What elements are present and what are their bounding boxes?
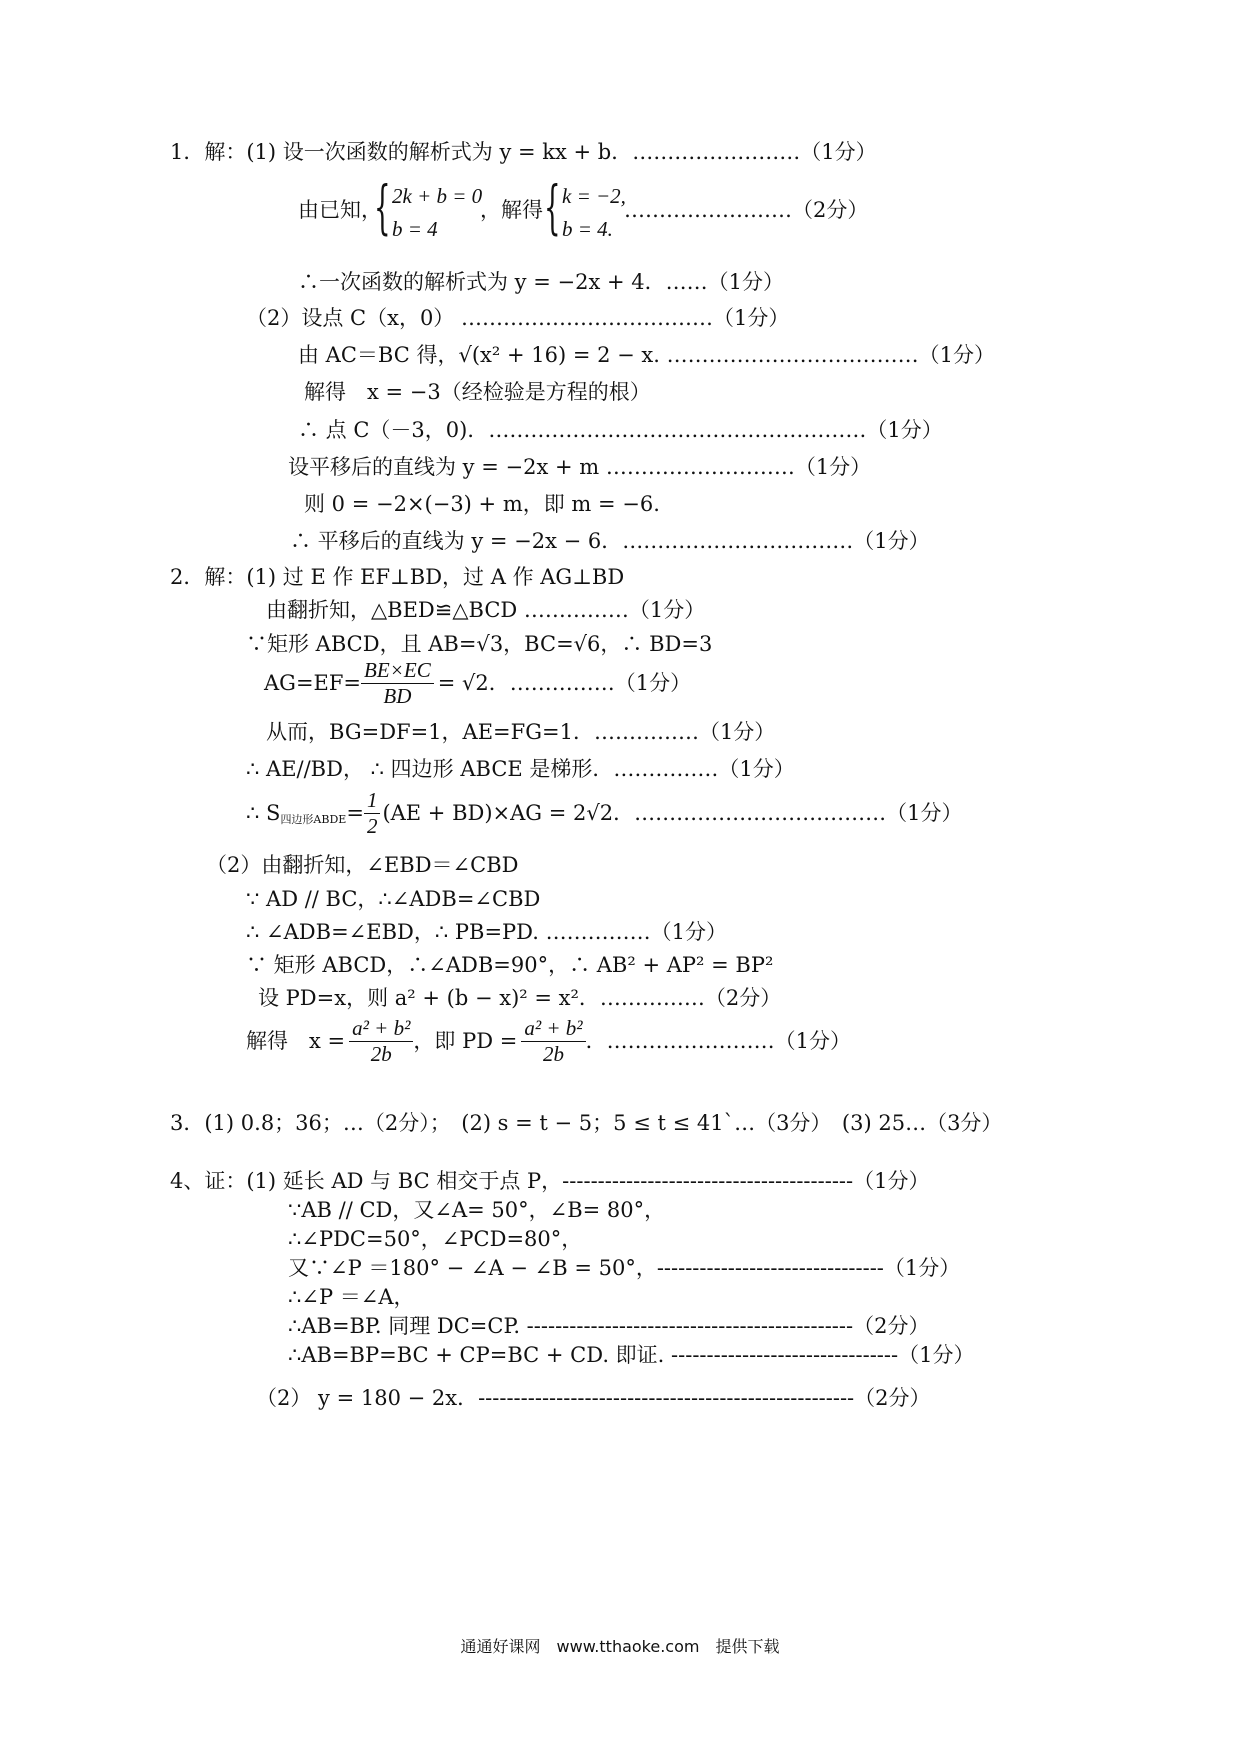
q2-line-8: （2）由翻折知，∠EBD＝∠CBD bbox=[206, 853, 519, 877]
q1-line-1: 1．解：(1) 设一次函数的解析式为 y = kx + b．……………………（1分） bbox=[170, 140, 877, 164]
q2-fraction-ag bbox=[361, 660, 434, 707]
q2-fraction-half bbox=[364, 790, 381, 837]
q2-line-7-eq: = bbox=[346, 801, 364, 825]
q1-line-9: 则 0 = −2×(−3) + m，即 m = −6. bbox=[304, 492, 660, 516]
q1-line-10: ∴ 平移后的直线为 y = −2x − 6．……………………………（1分） bbox=[290, 529, 930, 553]
q2-line-9: ∵ AD // BC，∴∠ADB=∠CBD bbox=[246, 887, 541, 911]
q3-line-1: 3．(1) 0.8；36；…（2分）； (2) s = t − 5；5 ≤ t ≤ 41`…（3分） (3) 25…（3分） bbox=[170, 1111, 1003, 1135]
q2-line-4-suffix: = √2．……………（1分） bbox=[437, 671, 692, 695]
q2-fraction-pd bbox=[521, 1018, 585, 1065]
q4-line-5: ∴∠P ＝∠A， bbox=[288, 1285, 415, 1309]
q2-line-7 bbox=[246, 790, 962, 837]
q1-line-4: （2）设点 C（x，0） ………………………………（1分） bbox=[246, 306, 790, 330]
q2-line-4-prefix: AG=EF= bbox=[264, 671, 362, 695]
q1-line-5: 由 AC＝BC 得，√(x² + 16) = 2 − x. ………………………………（1分） bbox=[298, 343, 995, 367]
q2-fraction-half-denominator: 2 bbox=[366, 814, 378, 838]
q2-fraction-x-numerator: a² + b² bbox=[349, 1018, 413, 1042]
q1-line-6: 解得 x = −3（经检验是方程的根） bbox=[304, 380, 651, 404]
q2-fraction-pd-numerator: a² + b² bbox=[521, 1018, 585, 1042]
q2-line-13 bbox=[246, 1018, 851, 1065]
page-footer: 通通好课网 www.tthaoke.com 提供下载 bbox=[460, 1637, 780, 1656]
q2-line-13-prefix: 解得 x = bbox=[246, 1029, 346, 1053]
q2-fraction-ag-numerator: BE×EC bbox=[361, 660, 434, 684]
q2-line-2: 由翻折知，△BED≌△BCD ……………（1分） bbox=[266, 598, 706, 622]
q2-line-13-suffix: ．……………………（1分） bbox=[585, 1029, 851, 1053]
q2-line-4 bbox=[264, 660, 691, 707]
q1-system1-eq2: b = 4 bbox=[392, 217, 438, 241]
q2-fraction-x bbox=[349, 1018, 413, 1065]
q2-line-12: 设 PD=x，则 a² + (b − x)² = x²．……………（2分） bbox=[258, 986, 782, 1010]
q2-line-3: ∵矩形 ABCD，且 AB=√3，BC=√6，∴ BD=3 bbox=[246, 632, 713, 656]
q4-line-6: ∴AB=BP. 同理 DC=CP. ----------------------------------------------（2分） bbox=[288, 1314, 930, 1338]
q2-line-7-prefix: ∴ S bbox=[246, 801, 281, 825]
q4-line-1: 4、证：(1) 延长 AD 与 BC 相交于点 P，-----------------------------------------（1分） bbox=[170, 1169, 930, 1193]
q1-system2-eq1: k = −2, bbox=[562, 184, 626, 208]
q2-line-1: 2．解：(1) 过 E 作 EF⊥BD，过 A 作 AG⊥BD bbox=[170, 565, 625, 589]
q2-fraction-pd-denominator: 2b bbox=[542, 1042, 564, 1066]
q2-area-subscript: 四边形ABDE bbox=[280, 813, 347, 826]
q4-line-7: ∴AB=BP=BC + CP=BC + CD. 即证. --------------------------------（1分） bbox=[288, 1343, 975, 1367]
q1-brace-1: { bbox=[374, 173, 391, 241]
q1-line-8: 设平移后的直线为 y = −2x + m ………………………（1分） bbox=[288, 455, 872, 479]
q4-line-2: ∵AB // CD，又∠A= 50°，∠B= 80°， bbox=[288, 1198, 666, 1222]
q2-line-13-mid: ，即 PD = bbox=[413, 1029, 518, 1053]
q2-fraction-half-numerator: 1 bbox=[364, 790, 381, 814]
q4-line-3: ∴∠PDC=50°，∠PCD=80°， bbox=[288, 1227, 583, 1251]
q4-line-8: （2） y = 180 − 2x．-----------------------------------------------------（2分） bbox=[256, 1386, 931, 1410]
q4-line-4: 又∵∠P ＝180° − ∠A − ∠B = 50°，--------------------------------（1分） bbox=[288, 1256, 961, 1280]
q2-fraction-x-denominator: 2b bbox=[370, 1042, 392, 1066]
q2-line-7-suffix: (AE + BD)×AG = 2√2．………………………………（1分） bbox=[382, 801, 963, 825]
q2-line-6: ∴ AE//BD， ∴ 四边形 ABCE 是梯形．……………（1分） bbox=[246, 757, 795, 781]
q1-system-mid: ，解得 bbox=[480, 198, 543, 222]
q1-system-score: ……………………（2分） bbox=[624, 198, 869, 222]
q2-line-5: 从而，BG=DF=1，AE=FG=1．……………（1分） bbox=[266, 720, 776, 744]
q2-line-11: ∵ 矩形 ABCD，∴∠ADB=90°，∴ AB² + AP² = BP² bbox=[246, 953, 774, 977]
q1-system-prefix: 由已知， bbox=[298, 198, 382, 222]
q1-brace-2: { bbox=[544, 173, 561, 241]
q1-line-7: ∴ 点 C（－3，0)．………………………………………………（1分） bbox=[298, 418, 943, 442]
q1-system2-eq2: b = 4. bbox=[562, 217, 613, 241]
q1-system1-eq1: 2k + b = 0 bbox=[392, 184, 483, 208]
q2-line-10: ∴ ∠ADB=∠EBD，∴ PB=PD. ……………（1分） bbox=[246, 920, 727, 944]
q1-line-3: ∴一次函数的解析式为 y = −2x + 4．……（1分） bbox=[298, 270, 784, 294]
q2-fraction-ag-denominator: BD bbox=[383, 684, 412, 708]
